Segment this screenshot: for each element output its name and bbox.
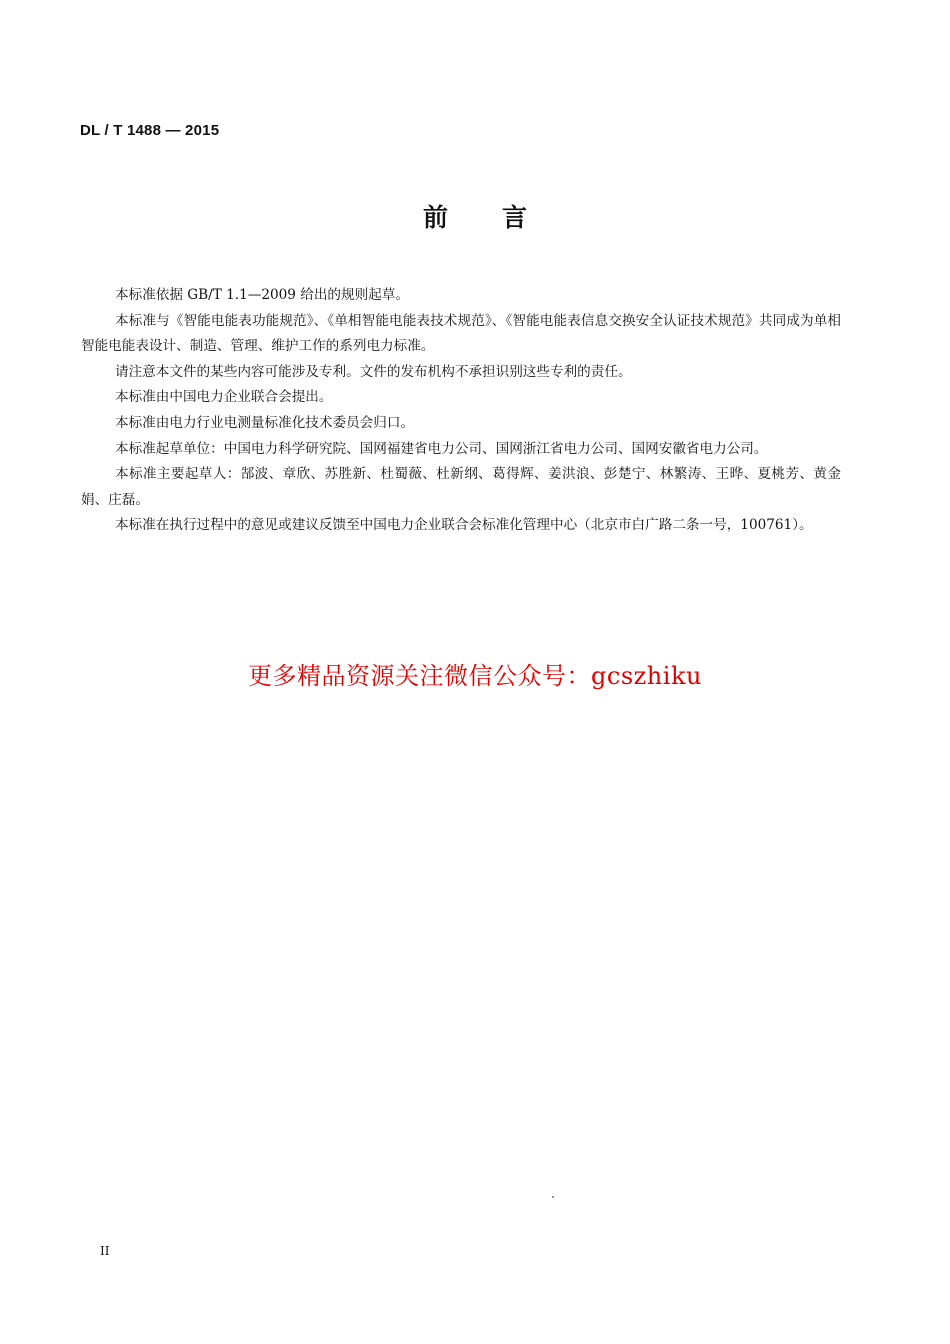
paragraph-proposer: 本标准由中国电力企业联合会提出。 xyxy=(115,389,333,406)
paragraph-drafting-units: 本标准起草单位：中国电力科学研究院、国网福建省电力公司、国网浙江省电力公司、国网安徽省电力公司。 xyxy=(115,440,768,457)
paragraph-technical-committee: 本标准由电力行业电测量标准化技术委员会归口。 xyxy=(115,414,415,431)
promo-text: 更多精品资源关注微信公众号：gcszhiku xyxy=(248,662,702,690)
paragraph-patent-notice: 请注意本文件的某些内容可能涉及专利。文件的发布机构不承担识别这些专利的责任。 xyxy=(115,363,632,380)
page-title: 前言 xyxy=(422,203,581,232)
paragraph-feedback: 本标准在执行过程中的意见或建议反馈至中国电力企业联合会标准化管理中心（北京市白广路二条一号，100761）。 xyxy=(115,517,813,534)
paragraph-drafters: 本标准主要起草人：郜波、章欣、苏胜新、杜蜀薇、杜新纲、葛得辉、姜洪浪、彭楚宁、林繁涛、王晔、夏桃芳、黄金娟、庄磊。 xyxy=(81,466,841,508)
standard-code: DL / T 1488 — 2015 xyxy=(80,122,220,139)
preface-body xyxy=(81,283,841,539)
scan-dot xyxy=(552,1196,554,1198)
paragraph-related-standards: 本标准与《智能电能表功能规范》、《单相智能电能表技术规范》、《智能电能表信息交换安全认证技术规范》共同成为单相智能电能表设计、制造、管理、维护工作的系列电力标准。 xyxy=(81,312,841,355)
paragraph-drafting-rules: 本标准依据 GB/T 1.1—2009 给出的规则起草。 xyxy=(115,287,409,303)
page-number: II xyxy=(100,1244,110,1258)
